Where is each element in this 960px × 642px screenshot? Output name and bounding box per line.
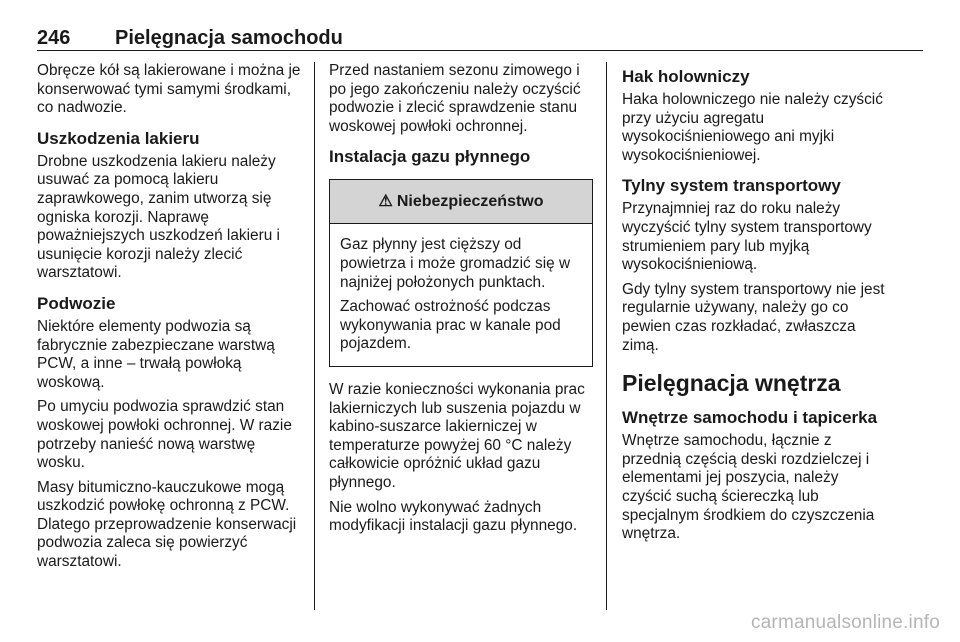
paragraph-paint-damage: Drobne uszkodzenia lakieru należy usuwać za pomocą lakieru zaprawkowego, zanim utworzą się ogniska korozji. Naprawę poważniejszych uszkodzeń lakieru i usunięcie korozji należy zlecić warsztatowi. [37, 152, 280, 282]
paragraph-interior-upholstery: Wnętrze samochodu, łącznie z przednią częścią deski rozdzielczej i elementami jej poszycia, należy czyścić suchą ściereczką lub specjalnym środkiem do czyszczenia wnętrza. [622, 432, 875, 543]
column-2 [329, 62, 593, 542]
danger-warning-box [329, 179, 593, 367]
heading-lpg-system: Instalacja gazu płynnego [329, 147, 531, 167]
heading-rear-carrier: Tylny system transportowy [622, 176, 841, 196]
paragraph-underbody-3: Masy bitumiczno-kauczukowe mogą uszkodzić powłokę ochronną z PCW. Dlatego przeprowadzenie konserwacji podwozia zaleca się powierzyć warsztatowi. [37, 478, 297, 571]
warning-paragraph-1: Gaz płynny jest cięższy od powietrza i może gromadzić się w najniżej położonych punktach. [340, 236, 571, 291]
paragraph-underbody-2: Po umyciu podwozia sprawdzić stan woskowej powłoki ochronnej. W razie potrzeby nanieść nową warstwę wosku. [37, 398, 292, 472]
paragraph-wheel-rims: Obręcze kół są lakierowane i można je konserwować tymi samymi środkami, co nadwozie. [37, 62, 301, 117]
warning-paragraph-2: Zachować ostrożność podczas wykonywania prac w kanale pod pojazdem. [340, 298, 561, 353]
column-divider-1 [314, 62, 315, 610]
watermark: carmanualsonline.info [750, 612, 940, 633]
paragraph-tow-hitch: Haka holowniczego nie należy czyścić przy użyciu agregatu wysokociśnieniowego ani myjki wysokociśnieniowej. [622, 91, 883, 164]
paragraph-rear-carrier-1: Przynajmniej raz do roku należy wyczyścić tylny system transportowy strumieniem pary lub myjką wysokociśnieniową. [622, 200, 872, 274]
warning-body [330, 224, 592, 366]
column-divider-2 [606, 62, 607, 610]
warning-triangle-icon: ⚠ [378, 192, 393, 210]
paragraph-underbody-1: Niektóre elementy podwozia są fabrycznie zabezpieczane warstwą PCW, a inne – trwałą powłoką woskową. [37, 317, 275, 391]
page-number: 246 [37, 27, 71, 49]
paragraph-no-modifications: Nie wolno wykonywać żadnych modyfikacji instalacji gazu płynnego. [329, 498, 578, 535]
paragraph-winter-cleaning: Przed nastaniem sezonu zimowego i po jego zakończeniu należy oczyścić podwozie i zlecić sprawdzenie stanu woskowej powłoki ochronnej. [329, 62, 581, 135]
column-3 [622, 62, 892, 550]
heading-interior-care: Pielęgnacja wnętrza [622, 370, 841, 397]
paragraph-rear-carrier-2: Gdy tylny system transportowy nie jest regularnie używany, należy go co pewien czas rozkładać, zwłaszcza zimą. [622, 280, 885, 354]
heading-paint-damage: Uszkodzenia lakieru [37, 128, 200, 148]
header-divider [37, 50, 923, 51]
warning-header [330, 180, 592, 224]
column-1 [37, 62, 303, 578]
paragraph-paint-drying: W razie konieczności wykonania prac lakierniczych lub suszenia pojazdu w kabino-suszarce lakierniczej w temperaturze powyżej 60 °C należy całkowicie opróżnić układ gazu płynnego. [329, 380, 585, 491]
page-title: Pielęgnacja samochodu [115, 27, 343, 49]
warning-title: Niebezpieczeństwo [396, 192, 544, 210]
heading-underbody: Podwozie [37, 293, 116, 313]
heading-interior-upholstery: Wnętrze samochodu i tapicerka [622, 408, 878, 428]
heading-tow-hitch: Hak holowniczy [622, 67, 750, 86]
